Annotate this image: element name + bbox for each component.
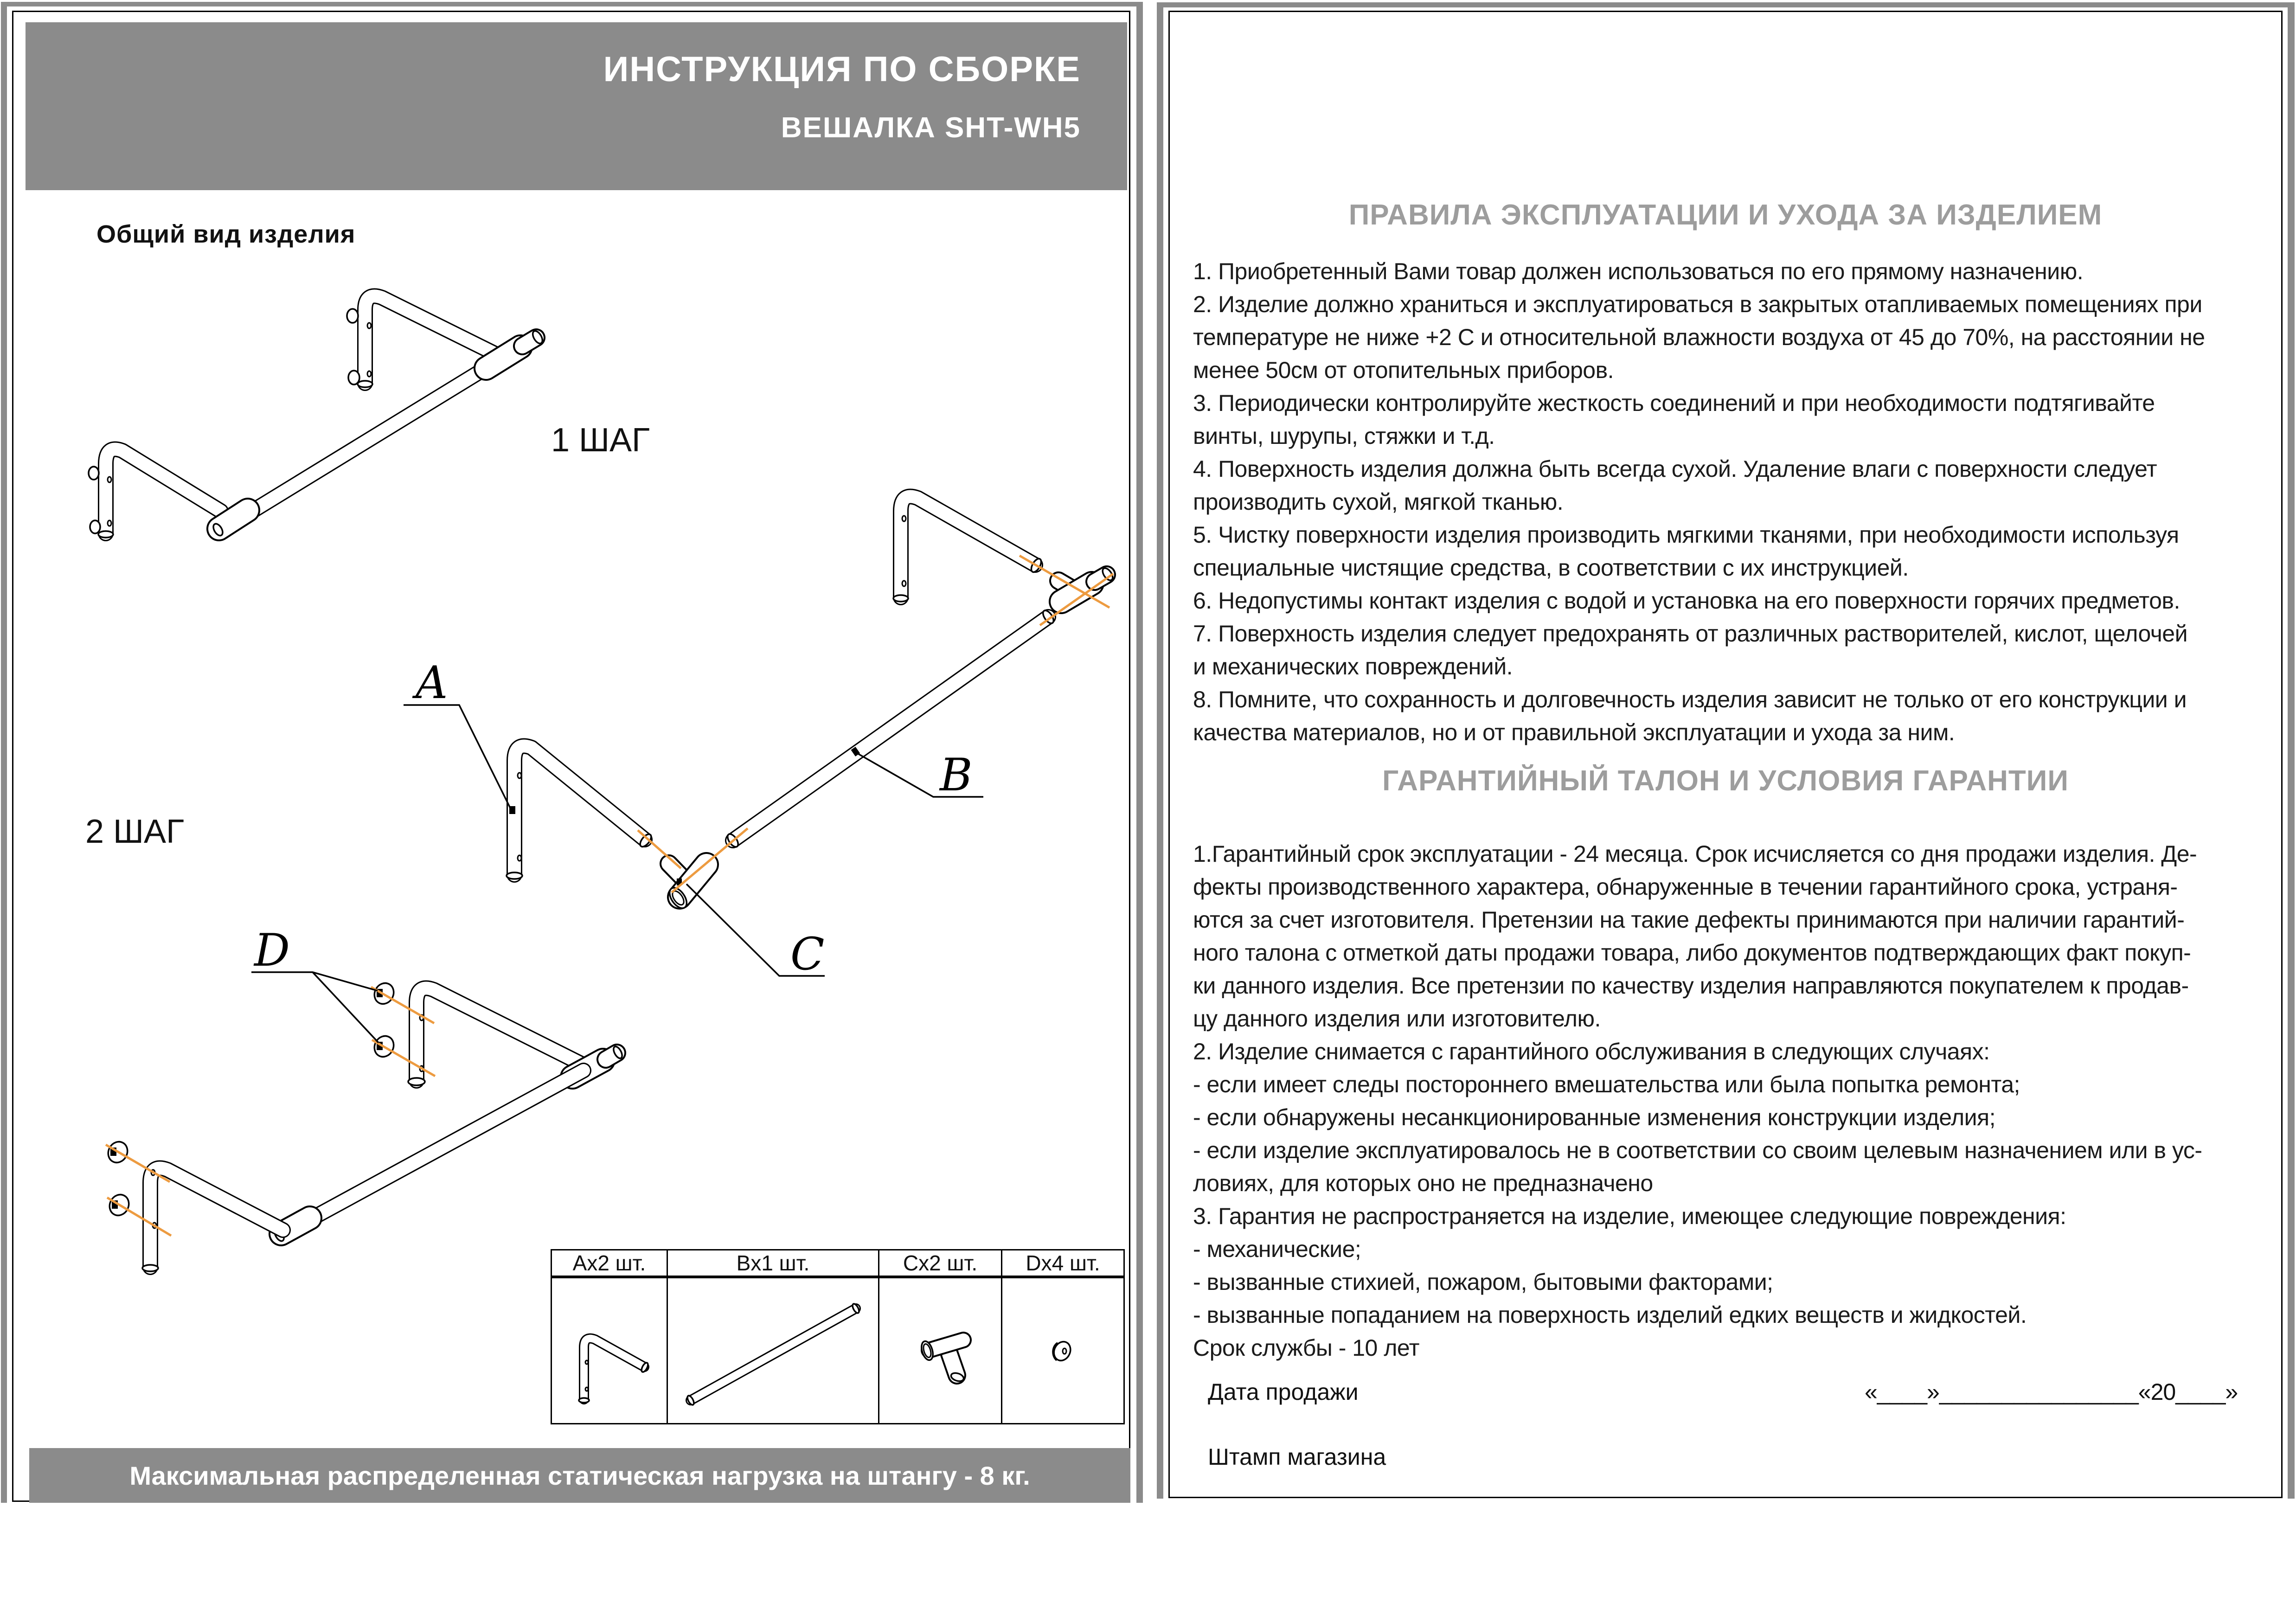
- step1-diagram: [404, 497, 1115, 981]
- text-line: - если обнаружены несанкционированные изменения конструкции изделия;: [1193, 1104, 1996, 1130]
- text-line: - вызванные стихией, пожаром, бытовыми факторами;: [1193, 1269, 1773, 1295]
- step2-label: 2 ШАГ: [85, 813, 185, 850]
- part-a-cell: [552, 1277, 667, 1424]
- text-line: винты, шурупы, стяжки и т.д.: [1193, 423, 1495, 449]
- parts-header-b: Bx1 шт.: [667, 1250, 879, 1277]
- part-a-icon: [553, 1279, 665, 1421]
- text-line: 5. Чистку поверхности изделия производить мягкими тканями, при необходимости используя: [1193, 522, 2179, 548]
- part-c-icon: [881, 1279, 1000, 1421]
- part-label-a: A: [416, 657, 448, 709]
- overview-diagram: [89, 296, 545, 538]
- text-line: 6. Недопустимы контакт изделия с водой и установка на его поверхности горячих предметов.: [1193, 588, 2180, 614]
- text-line: Срок службы - 10 лет: [1193, 1335, 1419, 1361]
- part-c-cell: [879, 1277, 1002, 1424]
- step1-label: 1 ШАГ: [551, 422, 650, 459]
- warranty-text: [1193, 840, 2274, 1367]
- parts-header-a: Ax2 шт.: [552, 1250, 667, 1277]
- rules-text: [1193, 258, 2274, 752]
- text-line: - если имеет следы постороннего вмешательства или была попытка ремонта;: [1193, 1071, 2020, 1097]
- text-line: менее 50см от отопительных приборов.: [1193, 357, 1614, 383]
- text-line: 2. Изделие снимается с гарантийного обслуживания в следующих случаях:: [1193, 1039, 1990, 1064]
- text-line: температуре не ниже +2 С и относительной влажности воздуха от 45 до 70%, на расстоянии не: [1193, 324, 2205, 350]
- product-name: ВЕШАЛКА SHT-WH5: [781, 112, 1081, 144]
- step2-diagram: [105, 924, 624, 1271]
- doc-title: ИНСТРУКЦИЯ ПО СБОРКЕ: [603, 50, 1081, 89]
- page-edge-top: [1157, 2, 2294, 7]
- parts-table-row: [552, 1277, 1124, 1424]
- part-b-cell: [667, 1277, 879, 1424]
- text-line: - механические;: [1193, 1236, 1361, 1262]
- text-line: качества материалов, но и от правильной эксплуатации и ухода за ним.: [1193, 719, 1955, 745]
- text-line: - вызванные попаданием на поверхность изделий едких веществ и жидкостей.: [1193, 1302, 2027, 1328]
- page-edge-left: [1157, 2, 1163, 1499]
- overview-label: Общий вид изделия: [96, 220, 356, 248]
- part-label-d: D: [254, 924, 290, 976]
- load-notice-text: Максимальная распределенная статическая нагрузка на штангу - 8 кг.: [129, 1461, 1030, 1490]
- part-b-icon: [669, 1279, 877, 1421]
- load-notice-banner: [29, 1448, 1130, 1503]
- text-line: 3. Гарантия не распространяется на изделие, имеющее следующие повреждения:: [1193, 1203, 2066, 1229]
- parts-table-header-row: [552, 1250, 1124, 1277]
- parts-table: [551, 1249, 1125, 1424]
- wall-clip-icon: [90, 520, 100, 533]
- text-line: 3. Периодически контролируйте жесткость соединений и при необходимости подтягивайте: [1193, 390, 2155, 416]
- parts-header-c: Cx2 шт.: [879, 1250, 1002, 1277]
- text-line: ного талона с отметкой даты продажи товара, либо документов подтверждающих факт покуп-: [1193, 940, 2191, 966]
- text-line: производить сухой, мягкой тканью.: [1193, 489, 1564, 515]
- page-edge-right: [2288, 2, 2295, 1499]
- text-line: ки данного изделия. Все претензии по качеству изделия направляются покупателем к продав-: [1193, 973, 2189, 999]
- text-line: 1. Приобретенный Вами товар должен использоваться по его прямому назначению.: [1193, 258, 2084, 284]
- text-line: 8. Помните, что сохранность и долговечность изделия зависит не только от его конструкции и: [1193, 686, 2187, 712]
- text-line: 2. Изделие должно храниться и эксплуатироваться в закрытых отапливаемых помещениях при: [1193, 291, 2202, 317]
- text-line: ловиях, для которых оно не предназначено: [1193, 1170, 1653, 1196]
- rules-title: ПРАВИЛА ЭКСПЛУАТАЦИИ И УХОДА ЗА ИЗДЕЛИЕМ: [1348, 199, 2103, 231]
- sale-date-label: Дата продажи: [1208, 1379, 1359, 1405]
- wall-clip-icon: [89, 467, 99, 480]
- text-line: специальные чистящие средства, в соответствии с их инструкцией.: [1193, 555, 1909, 581]
- part-d-icon: [1004, 1279, 1122, 1421]
- part-label-c: C: [790, 928, 825, 980]
- text-line: фекты производственного характера, обнаруженные в течении гарантийного срока, устраня-: [1193, 874, 2178, 900]
- text-line: 4. Поверхность изделия должна быть всегда сухой. Удаление влаги с поверхности следует: [1193, 456, 2157, 482]
- part-label-b: B: [940, 749, 973, 801]
- wall-clip-icon: [348, 371, 359, 385]
- text-line: 1.Гарантийный срок эксплуатации - 24 месяца. Срок исчисляется со дня продажи изделия. Де-: [1193, 841, 2197, 867]
- text-line: цу данного изделия или изготовителю.: [1193, 1006, 1601, 1032]
- wall-clip-icon: [347, 309, 358, 323]
- parts-header-d: Dx4 шт.: [1002, 1250, 1124, 1277]
- text-line: - если изделие эксплуатировалось не в соответствии со своим целевым назначением или в ус-: [1193, 1137, 2202, 1163]
- text-line: ются за счет изготовителя. Претензии на такие дефекты принимаются при наличии гарантий-: [1193, 907, 2185, 933]
- sale-date-blank-field: «____»________________«20____»: [1865, 1379, 2238, 1405]
- store-stamp-label: Штамп магазина: [1208, 1444, 1386, 1470]
- warranty-title: ГАРАНТИЙНЫЙ ТАЛОН И УСЛОВИЯ ГАРАНТИИ: [1382, 765, 2069, 797]
- text-line: 7. Поверхность изделия следует предохранять от различных растворителей, кислот, щелочей: [1193, 621, 2187, 647]
- part-d-cell: [1002, 1277, 1124, 1424]
- text-line: и механических повреждений.: [1193, 654, 1513, 680]
